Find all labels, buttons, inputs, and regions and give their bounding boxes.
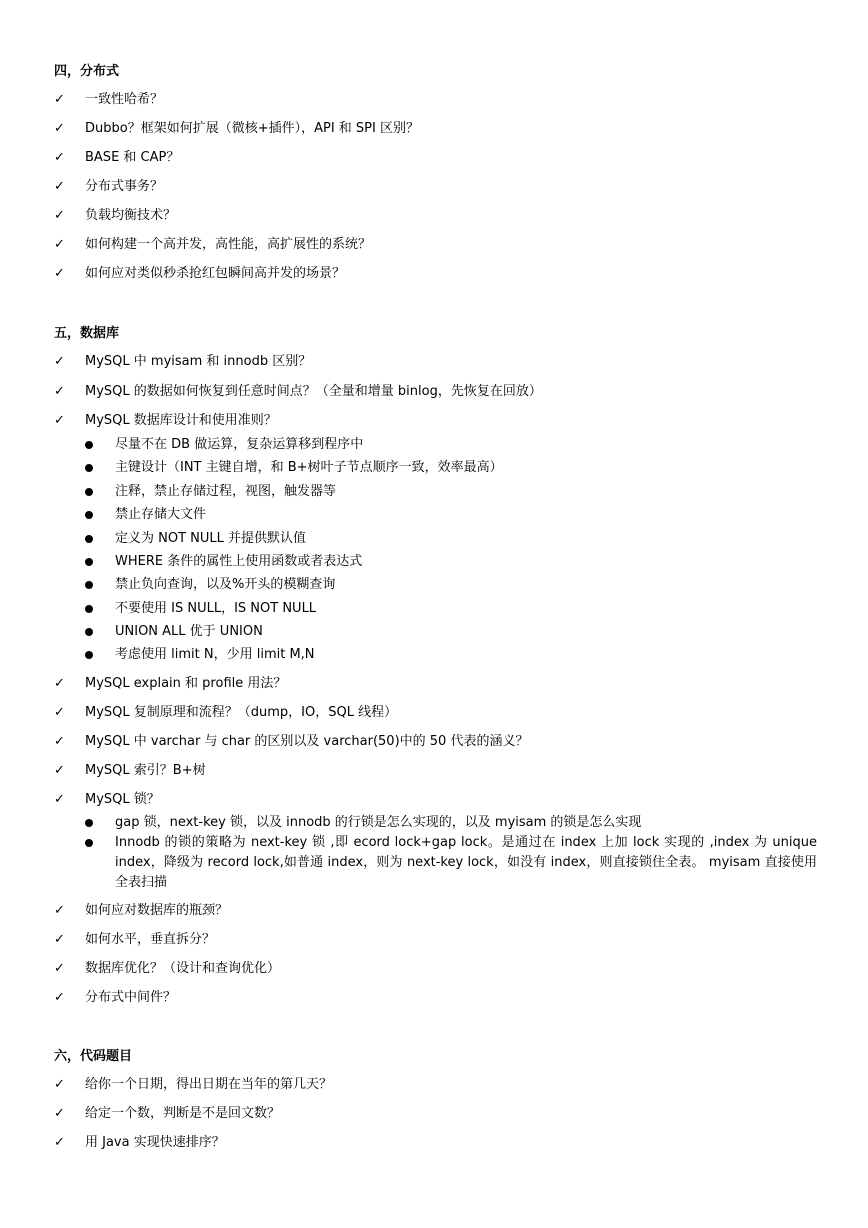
sub-list-item-text: 尽量不在 DB 做运算，复杂运算移到程序中 [115,437,364,452]
bullet-icon [85,511,93,519]
list-item [54,177,824,197]
list-item-text: 用 Java 实现快速排序？ [85,1135,225,1150]
sub-list-item [85,622,820,642]
checkmark-icon: ✓ [54,705,65,720]
bullet-icon [85,839,93,847]
sub-list-item [85,599,820,619]
list-item-text: MySQL 索引？B+树 [85,763,206,778]
list-item-text: Dubbo？框架如何扩展（微核+插件），API 和 SPI 区别？ [85,121,419,136]
sub-list-item-text: WHERE 条件的属性上使用函数或者表达式 [115,554,363,569]
sub-list-item [85,833,820,895]
checkmark-icon: ✓ [54,1077,65,1092]
list-item [54,732,824,752]
list-item-text: MySQL 复制原理和流程？（dump，IO，SQL 线程） [85,705,398,720]
list-item-text: MySQL explain 和 profile 用法？ [85,676,287,691]
checkmark-icon: ✓ [54,266,65,281]
bullet-icon [85,464,93,472]
bullet-icon [85,819,93,827]
list-item-text: 如何构建一个高并发，高性能，高扩展性的系统？ [85,237,372,252]
sub-list-item-text: 主键设计（INT 主键自增，和 B+树叶子节点顺序一致，效率最高） [115,460,503,475]
sub-list-item [85,813,820,833]
list-item-text: 一致性哈希？ [85,92,164,107]
list-item [54,1104,824,1124]
checkmark-icon: ✓ [54,792,65,807]
list-item [54,761,824,781]
sub-list-item [85,435,820,455]
sub-list-item [85,529,820,549]
list-item-text: 如何应对数据库的瓶颈？ [85,903,229,918]
list-item-text: 数据库优化？（设计和查询优化） [85,961,281,976]
sub-list-item-text: 注释，禁止存储过程，视图，触发器等 [115,484,337,499]
checkmark-icon: ✓ [54,208,65,223]
list-item-text: BASE 和 CAP？ [85,150,180,165]
list-item [54,119,824,139]
checkmark-icon: ✓ [54,150,65,165]
list-item [54,235,824,255]
sub-list-item [85,552,820,572]
list-item-text: 如何应对类似秒杀抢红包瞬间高并发的场景？ [85,266,346,281]
sub-list-item [85,645,820,665]
list-item-text: 给你一个日期，得出日期在当年的第几天？ [85,1077,333,1092]
sub-list-item [85,505,820,525]
list-item-text: MySQL 数据库设计和使用准则？ [85,413,277,428]
bullet-icon [85,628,93,636]
checkmark-icon: ✓ [54,903,65,918]
sub-list-item-text: 考虑使用 limit N，少用 limit M,N [115,647,315,662]
checkmark-icon: ✓ [54,961,65,976]
list-item [54,411,824,431]
bullet-icon [85,558,93,566]
list-item-text: MySQL 锁？ [85,792,160,807]
list-item-text: MySQL 的数据如何恢复到任意时间点？（全量和增量 binlog，先恢复在回放） [85,384,542,399]
checkmark-icon: ✓ [54,734,65,749]
list-item-text: MySQL 中 myisam 和 innodb 区别？ [85,354,312,369]
list-item-text: 如何水平，垂直拆分？ [85,932,216,947]
list-item [54,206,824,226]
list-item [54,1075,824,1095]
list-item [54,988,824,1008]
checkmark-icon: ✓ [54,1135,65,1150]
checkmark-icon: ✓ [54,1106,65,1121]
bullet-icon [85,535,93,543]
sub-list-item [85,458,820,478]
sub-list-item-text: 禁止负向查询，以及%开头的模糊查询 [115,577,336,592]
checkmark-icon: ✓ [54,92,65,107]
list-item [54,264,824,284]
list-item [54,930,824,950]
sub-list-item [85,575,820,595]
sub-list-item-text: 不要使用 IS NULL，IS NOT NULL [115,601,317,616]
list-item-text: MySQL 中 varchar 与 char 的区别以及 varchar(50)中的 50 代表的涵义？ [85,734,529,749]
checkmark-icon: ✓ [54,763,65,778]
sub-list-item-text: 禁止存储大文件 [115,507,207,522]
sub-list-item-text: gap 锁，next-key 锁，以及 innodb 的行锁是怎么实现的，以及 myisam 的锁是怎么实现 [115,815,642,830]
section-title-distributed: 四，分布式 [54,64,120,79]
sub-list-item-text: Innodb 的锁的策略为 next-key 锁 ,即 ecord lock+gap lock。是通过在 index 上加 lock 实现的 ,index 为 unique index，降级为 record lock,如普通 index，则为 next-key lock，如没有 index，则直接锁住全表。 myisam 直接使用全表扫描 [115,835,817,890]
bullet-icon [85,651,93,659]
checkmark-icon: ✓ [54,354,65,369]
bullet-icon [85,441,93,449]
list-item [54,1133,824,1153]
list-item [54,352,824,372]
bullet-icon [85,605,93,613]
section-title-coding: 六，代码题目 [54,1049,133,1064]
list-item [54,703,824,723]
list-item-text: 负载均衡技术？ [85,208,177,223]
list-item [54,674,824,694]
checkmark-icon: ✓ [54,413,65,428]
list-item-text: 给定一个数，判断是不是回文数？ [85,1106,281,1121]
checkmark-icon: ✓ [54,237,65,252]
list-item [54,901,824,921]
checkmark-icon: ✓ [54,179,65,194]
bullet-icon [85,488,93,496]
bullet-icon [85,581,93,589]
checkmark-icon: ✓ [54,932,65,947]
checkmark-icon: ✓ [54,676,65,691]
list-item [54,790,824,810]
list-item [54,382,824,402]
list-item [54,959,824,979]
list-item [54,148,824,168]
list-item [54,90,824,110]
section-title-database: 五，数据库 [54,326,120,341]
list-item-text: 分布式事务？ [85,179,164,194]
sub-list-item [85,482,820,502]
checkmark-icon: ✓ [54,990,65,1005]
list-item-text: 分布式中间件？ [85,990,177,1005]
sub-list-item-text: UNION ALL 优于 UNION [115,624,263,639]
sub-list-item-text: 定义为 NOT NULL 并提供默认值 [115,531,307,546]
checkmark-icon: ✓ [54,384,65,399]
checkmark-icon: ✓ [54,121,65,136]
